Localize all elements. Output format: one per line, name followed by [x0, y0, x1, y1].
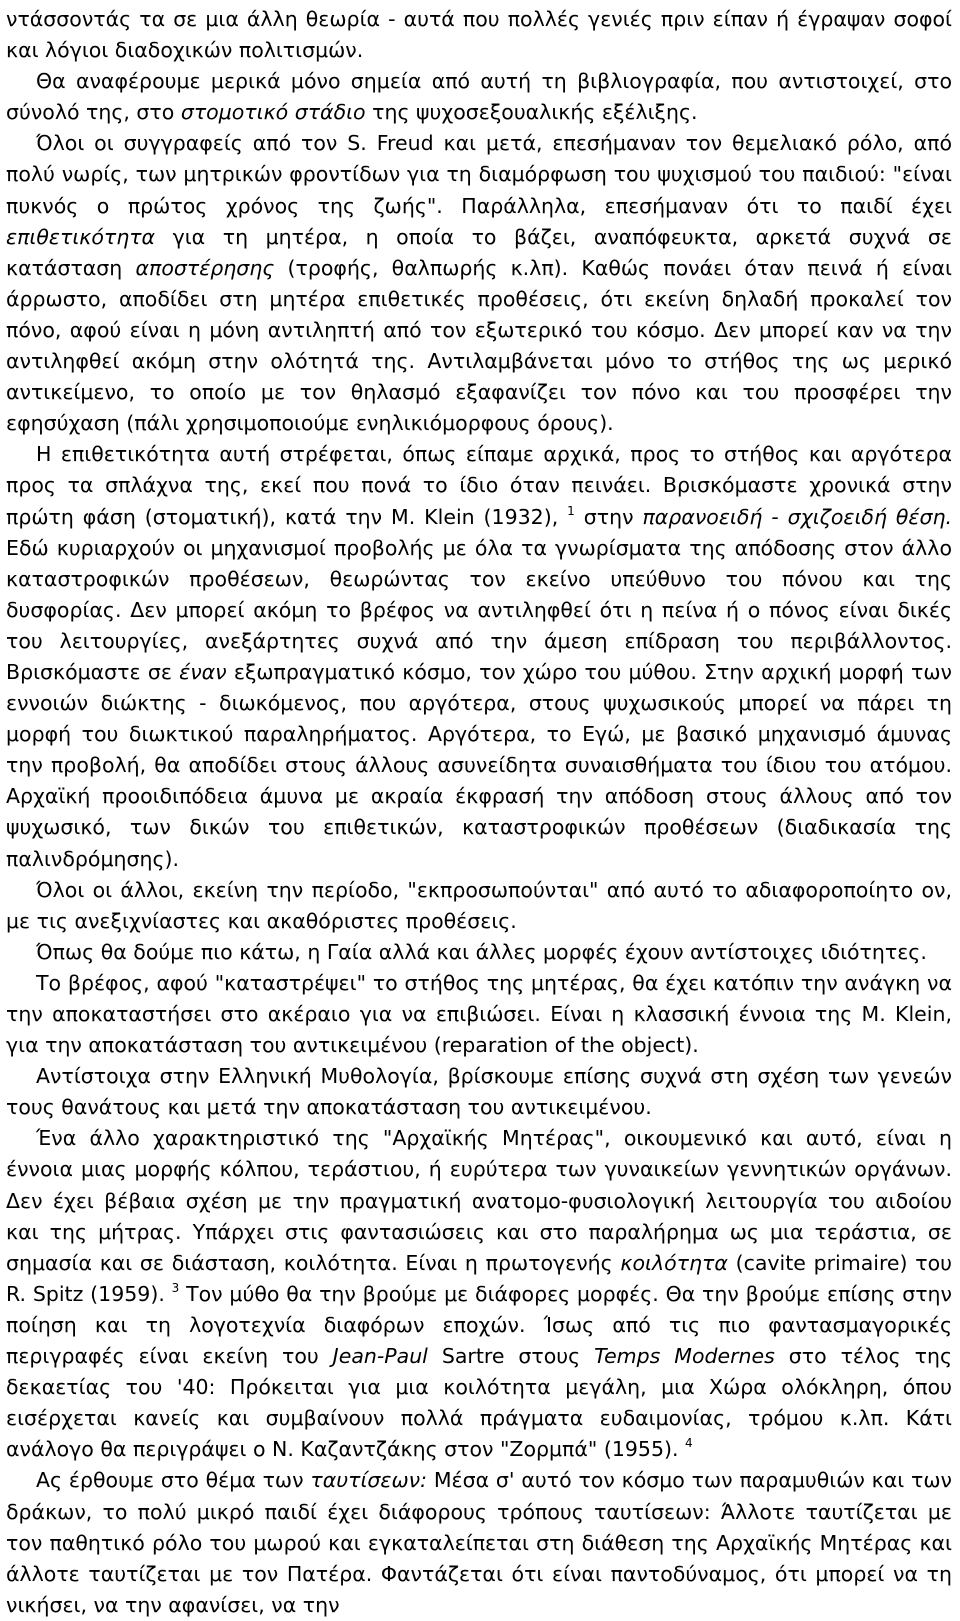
body-paragraph [6, 1123, 952, 1465]
emphasized-text: ταυτίσεων: [310, 1468, 427, 1493]
footnote-marker: 1 [567, 503, 575, 518]
body-paragraph [6, 4, 952, 66]
text-run: στο τέλος της δεκαετίας του '40: Πρόκειται για μια κοιλότητα μεγάλη, μια Χώρα ολόκληρη, όπου εισέρχεται κανείς και συμβαίνουν πολλά πράγματα ευδαιμονίας, τρόμου κ.λπ. Κάτι ανάλογο θα περιγράψει ο Ν. Καζαντζάκης στον "Ζορμπά" (1955). [6, 1344, 952, 1462]
emphasized-text: Jean-Paul [332, 1344, 428, 1369]
body-paragraph [6, 968, 952, 1061]
text-run: της ψυχοσεξουαλικής εξέλιξης. [365, 100, 698, 125]
body-paragraph [6, 128, 952, 439]
text-run: Sartre στους [427, 1344, 595, 1369]
emphasized-text: αποστέρησης [135, 255, 275, 280]
text-run: Αντίστοιχα στην Ελληνική Μυθολογία, βρίσκουμε επίσης συχνά στη σχέση των γενεών τους θανάτους και μετά την αποκατάσταση του αντικειμένου. [6, 1064, 952, 1120]
text-run: Όλοι οι άλλοι, εκείνη την περίοδο, "εκπροσωπούνται" από αυτό το αδιαφοροποίητο ον, με τις ανεξιχνίαστες και ακαθόριστες προθέσεις. [6, 877, 952, 933]
text-run: (τροφής, θαλπωρής κ.λπ). Καθώς πονάει όταν πεινά ή είναι άρρωστο, αποδίδει στη μητέρα επιθετικές προθέσεις, ότι εκείνη δηλαδή προκαλεί τον πόνο, αφού είναι η μόνη αντιληπτή από τον εξωτερικό του κόσμο. Δεν μπορεί καν να την αντιληφθεί ακόμη στην ολότητά της. Αντιλαμβάνεται μόνο το στήθος της ως μερικό αντικείμενο, το οποίο με τον θηλασμό εξαφανίζει τον πόνο και του προσφέρει την εφησύχαση (πάλι χρησιμοποιούμε ενηλικιόμορφους όρους). [6, 255, 952, 436]
text-run: Ας έρθουμε στο θέμα των [36, 1468, 311, 1493]
emphasized-text: έναν [179, 659, 227, 684]
text-run: Τον μύθο θα την βρούμε με διάφορες μορφές. Θα την βρούμε επίσης στην ποίηση και τη λογοτεχνία διαφόρων εποχών. Ίσως από τις πιο φαντασμαγορικές περιγραφές είναι εκείνη του [6, 1281, 953, 1369]
text-run: Μέσα σ' αυτό τον κόσμο των παραμυθιών και των δράκων, το πολύ μικρό παιδί έχει διάφορους τρόπους ταυτίσεων: Άλλοτε ταυτίζεται με τον παθητικό ρόλο του μωρού και εγκαταλείπεται στη διάθεση της Αρχαϊκής Μητέρας και άλλοτε ταυτίζεται με τον Πατέρα. Φαντάζεται ότι είναι παντοδύναμος, ότι μπορεί να τη νικήσει, να την αφανίσει, να την [6, 1468, 952, 1617]
text-run: για τη μητέρα, η οποία το βάζει, αναπόφευκτα, αρκετά συχνά σε κατάσταση [6, 224, 952, 280]
text-run: Όπως θα δούμε πιο κάτω, η Γαία αλλά και άλλες μορφές έχουν αντίστοιχες ιδιότητες. [36, 939, 927, 964]
body-paragraph [6, 1061, 952, 1123]
text-run: Ένα άλλο χαρακτηριστικό της "Αρχαϊκής Μητέρας", οικουμενικό και αυτό, είναι η έννοια μιας μορφής κόλπου, τεράστιου, ή ευρύτερα των γυναικείων γεννητικών οργάνων. Δεν έχει βέβαια σχέση με την πραγματική ανατομο-φυσιολογική λειτουργία του αιδοίου και της μήτρας. Υπάρχει στις φαντασιώσεις και στο παραλήρημα ως μια τεράστια, σε σημασία και σε διάσταση, κοιλότητα. Είναι η πρωτογενής [6, 1126, 952, 1275]
body-paragraph [6, 1465, 952, 1620]
body-paragraph [6, 66, 952, 128]
text-run: (cavite primaire) του R. Spitz (1959). [6, 1250, 952, 1306]
emphasized-text: στομοτικό στάδιο [180, 100, 366, 125]
body-paragraph [6, 875, 952, 937]
text-run: εξωπραγματικό κόσμο, τον χώρο του μύθου. Στην αρχική μορφή των εννοιών διώκτης - διωκόμενος, που αργότερα, στους ψυχωσικούς μπορεί να πάρει τη μορφή του διωκτικού παραληρήματος. Αργότερα, το Εγώ, με βασικό μηχανισμό άμυνας την προβολή, θα αποδίδει στους άλλους ασυνείδητα συναισθήματα του ίδιου του ατόμου. Αρχαϊκή προοιδιπόδεια άμυνα με ακραία έκφρασή την απόδοση στους άλλους από τον ψυχωσικό, των δικών του επιθετικών, καταστροφικών προθέσεων (διαδικασία της παλινδρόμησης). [6, 659, 952, 871]
body-paragraph [6, 937, 952, 968]
emphasized-text: Temps Modernes [594, 1344, 775, 1369]
emphasized-text: κοιλότητα [620, 1250, 728, 1275]
text-run: Η επιθετικότητα αυτή στρέφεται, όπως είπαμε αρχικά, προς το στήθος και αργότερα προς τα σπλάχνα της, εκεί που πονά το ίδιο όταν πεινάει. Βρισκόμαστε χρονικά στην πρώτη φάση (στοματική), κατά την M. Klein (1932), [6, 442, 952, 529]
emphasized-text: επιθετικότητα [6, 224, 156, 249]
text-run: ντάσσοντάς τα σε μια άλλη θεωρία - αυτά που πολλές γενιές πριν είπαν ή έγραψαν σοφοί και λόγιοι διαδοχικών πολιτισμών. [6, 7, 952, 63]
emphasized-text: παρανοειδή - σχιζοειδή θέση. [642, 504, 952, 529]
text-run: Όλοι οι συγγραφείς από τον S. Freud και μετά, επεσήμαναν τον θεμελιακό ρόλο, από πολύ νωρίς, των μητρικών φροντίδων για τη διαμόρφωση του ψυχισμού του παιδιού: "είναι πυκνός ο πρώτος χρόνος της ζωής". Παράλληλα, επεσήμαναν ότι το παιδί έχει [6, 131, 952, 218]
body-paragraph [6, 439, 952, 874]
footnote-marker: 3 [171, 1280, 180, 1295]
text-run: Θα αναφέρουμε μερικά μόνο σημεία από αυτή τη βιβλιογραφία, που αντιστοιχεί, στο σύνολό της, στο [6, 69, 952, 125]
footnote-marker: 4 [685, 1436, 693, 1451]
text-run: στην [574, 504, 643, 529]
text-run: Το βρέφος, αφού "καταστρέψει" το στήθος της μητέρας, θα έχει κατόπιν την ανάγκη να την αποκαταστήσει στο ακέραιο για να επιβιώσει. Είναι η κλασσική έννοια της M. Klein, για την αποκατάσταση του αντικειμένου (reparation of the object). [6, 970, 952, 1058]
text-run: Εδώ κυριαρχούν οι μηχανισμοί προβολής με όλα τα γνωρίσματα της απόδοσης στον άλλο καταστροφικών προθέσεων, θεωρώντας τον εκείνο υπεύθυνο του πόνου και της δυσφορίας. Δεν μπορεί ακόμη το βρέφος να αντιληφθεί ότι η πείνα ή ο πόνος είναι δικές του λειτουργίες, ανεξάρτητες συχνά από την άμεση επίδραση του περιβάλλοντος. Βρισκόμαστε σε [6, 535, 952, 684]
